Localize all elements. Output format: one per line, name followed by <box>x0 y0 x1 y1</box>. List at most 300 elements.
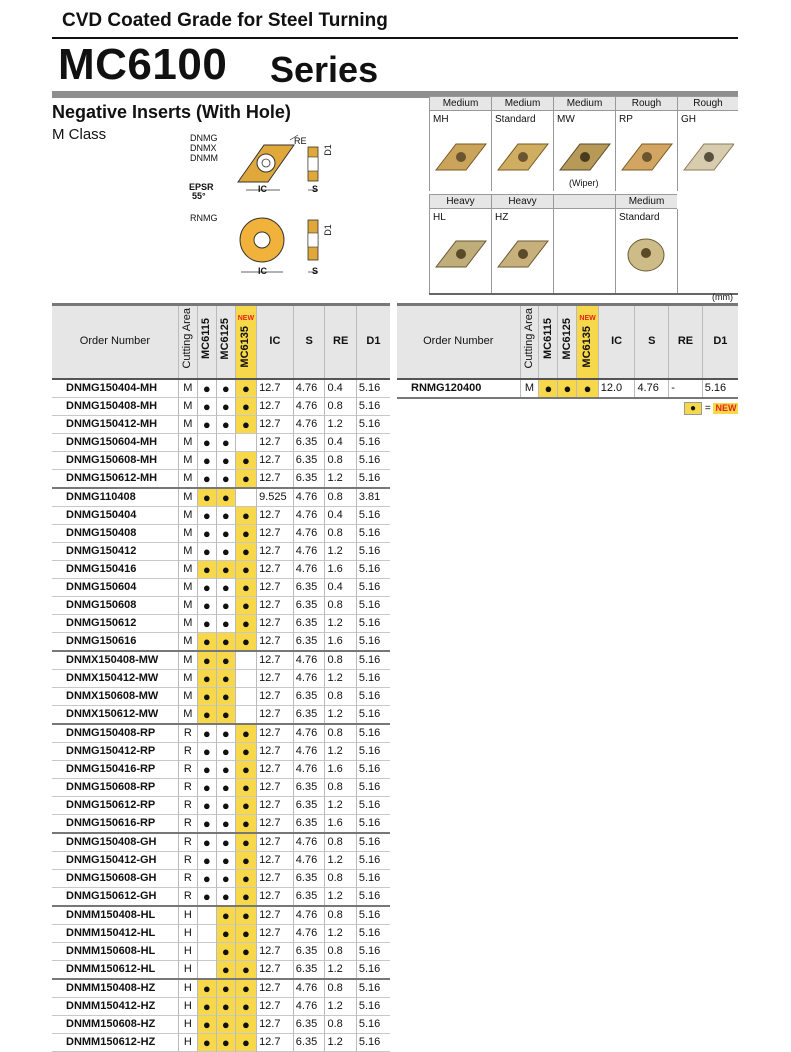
table-row <box>52 778 390 796</box>
table-row <box>52 651 390 670</box>
order-number-cell: DNMM150408-HL <box>66 908 156 921</box>
grade-stock-cell: ● <box>197 488 216 507</box>
grade-stock-cell: ● <box>197 651 216 670</box>
grade-stock-cell: ● <box>197 1015 216 1033</box>
table-row <box>52 960 390 979</box>
col-cutting-area-right: Cutting Area <box>523 308 535 370</box>
col-grade-mc6115-right: MC6115 <box>541 318 554 360</box>
grade-stock-cell: ● <box>197 760 216 778</box>
order-number-cell: DNMG150604-MH <box>66 435 158 448</box>
dim-label-epsr: EPSR <box>189 182 214 192</box>
table-row <box>52 632 390 651</box>
cutting-area-cell: M <box>178 687 197 705</box>
ic-cell: 12.7 <box>257 651 294 670</box>
d1-cell: 3.81 <box>356 488 390 507</box>
ic-cell: 12.7 <box>257 578 294 596</box>
re-cell: 0.8 <box>325 687 356 705</box>
s-cell: 4.76 <box>293 997 325 1015</box>
grade-stock-cell: ● <box>216 760 235 778</box>
s-cell: 4.76 <box>293 415 325 433</box>
d1-cell: 5.16 <box>356 397 390 415</box>
grade-stock-cell: ● <box>216 397 235 415</box>
dim-label-ic: IC <box>258 184 267 194</box>
legend-equals: = <box>704 403 711 414</box>
grade-stock-cell: ● <box>235 1015 256 1033</box>
grade-stock-cell: ● <box>197 778 216 796</box>
cutting-area-cell: H <box>178 960 197 979</box>
cb-code-hz: HZ <box>495 212 509 223</box>
ic-cell: 12.7 <box>257 979 294 998</box>
cutting-area-cell: M <box>178 379 197 398</box>
grade-stock-cell: ● <box>235 814 256 833</box>
order-number-cell: DNMG150612-RP <box>66 798 156 811</box>
ic-cell: 12.7 <box>257 397 294 415</box>
cutting-area-cell: R <box>178 833 197 852</box>
dim-label-angle: 55° <box>192 191 206 201</box>
table-row <box>52 742 390 760</box>
catalog-subtitle: CVD Coated Grade for Steel Turning <box>62 10 388 31</box>
d1-cell: 5.16 <box>356 997 390 1015</box>
cutting-area-cell: R <box>178 796 197 814</box>
order-number-cell: DNMM150612-HL <box>66 962 156 975</box>
grade-stock-cell <box>235 433 256 451</box>
d1-cell: 5.16 <box>356 760 390 778</box>
cutting-area-cell: M <box>178 614 197 632</box>
ic-cell: 12.7 <box>257 379 294 398</box>
grade-stock-cell: ● <box>197 814 216 833</box>
shape-code-dnmg: DNMG <box>190 133 218 143</box>
grade-stock-cell: ● <box>235 524 256 542</box>
d1-cell: 5.16 <box>356 632 390 651</box>
table-row <box>52 669 390 687</box>
col-re-right: RE <box>669 305 703 379</box>
grade-stock-cell: ● <box>197 669 216 687</box>
s-cell: 6.35 <box>293 451 325 469</box>
s-cell: 6.35 <box>293 687 325 705</box>
re-cell: 0.8 <box>325 524 356 542</box>
ic-cell: 9.525 <box>257 488 294 507</box>
grade-stock-cell: ● <box>216 614 235 632</box>
col-ic: IC <box>257 305 294 379</box>
cutting-area-cell: M <box>178 415 197 433</box>
grade-stock-cell: ● <box>216 451 235 469</box>
d1-cell: 5.16 <box>356 469 390 488</box>
s-cell: 4.76 <box>293 542 325 560</box>
col-cutting-area: Cutting Area <box>181 308 194 370</box>
col-re: RE <box>325 305 356 379</box>
grade-stock-cell: ● <box>197 433 216 451</box>
cutting-area-cell: H <box>178 1015 197 1033</box>
insert-image-round <box>628 239 664 271</box>
table-row <box>52 488 390 507</box>
grade-stock-cell: ● <box>197 887 216 906</box>
s-cell: 6.35 <box>293 614 325 632</box>
grade-stock-cell: ● <box>216 979 235 998</box>
grade-stock-cell: ● <box>235 997 256 1015</box>
d1-cell: 5.16 <box>356 506 390 524</box>
d1-cell: 5.16 <box>356 887 390 906</box>
table-row <box>52 687 390 705</box>
table-row <box>52 906 390 925</box>
grade-stock-cell: ● <box>235 724 256 743</box>
grade-stock-cell: ● <box>197 1033 216 1051</box>
s-cell: 4.76 <box>293 669 325 687</box>
d1-cell: 5.16 <box>356 1033 390 1051</box>
grade-stock-cell: ● <box>577 379 598 398</box>
grade-stock-cell: ● <box>197 851 216 869</box>
ic-cell: 12.7 <box>257 869 294 887</box>
s-cell: 4.76 <box>293 742 325 760</box>
grade-stock-cell: ● <box>235 506 256 524</box>
grade-stock-cell: ● <box>216 942 235 960</box>
grade-stock-cell: ● <box>197 632 216 651</box>
table-row <box>52 942 390 960</box>
series-title: MC6100 <box>58 40 228 89</box>
re-cell: 1.2 <box>325 887 356 906</box>
cb-area-3: Medium <box>553 96 615 111</box>
d1-cell: 5.16 <box>356 542 390 560</box>
re-cell: 0.8 <box>325 488 356 507</box>
insert-image-mw <box>560 144 610 170</box>
order-number-cell: DNMG150416 <box>66 562 137 575</box>
table-row <box>52 814 390 833</box>
grade-stock-cell: ● <box>197 742 216 760</box>
s-cell: 4.76 <box>293 524 325 542</box>
re-cell: 0.8 <box>325 724 356 743</box>
left-order-table <box>52 303 390 1052</box>
cutting-area-cell: M <box>520 379 539 398</box>
grade-stock-cell: ● <box>216 542 235 560</box>
table-row <box>52 397 390 415</box>
re-cell: 0.8 <box>325 651 356 670</box>
re-cell: 0.8 <box>325 778 356 796</box>
d1-cell: 5.16 <box>356 596 390 614</box>
grade-stock-cell: ● <box>197 687 216 705</box>
order-number-cell: DNMG150608-MH <box>66 453 158 466</box>
s-cell: 6.35 <box>293 796 325 814</box>
insert-photos-row2 <box>434 231 674 276</box>
grade-stock-cell: ● <box>197 997 216 1015</box>
col-s-right: S <box>635 305 669 379</box>
d1-cell: 5.16 <box>356 705 390 724</box>
re-cell: 1.6 <box>325 632 356 651</box>
re-cell: 0.8 <box>325 833 356 852</box>
s-cell: 6.35 <box>293 433 325 451</box>
grade-stock-cell: ● <box>235 560 256 578</box>
s-cell: 4.76 <box>293 560 325 578</box>
re-cell: 1.2 <box>325 851 356 869</box>
s-cell: 6.35 <box>293 1015 325 1033</box>
grade-stock-cell: ● <box>216 887 235 906</box>
s-cell: 6.35 <box>293 942 325 960</box>
order-number-cell: DNMX150412-MW <box>66 671 159 684</box>
grade-stock-cell: ● <box>197 379 216 398</box>
order-number-cell: DNMG150412-GH <box>66 853 157 866</box>
grade-stock-cell: ● <box>235 979 256 998</box>
cutting-area-cell: R <box>178 851 197 869</box>
grade-stock-cell: ● <box>197 833 216 852</box>
s-cell: 4.76 <box>293 488 325 507</box>
grade-stock-cell: ● <box>235 833 256 852</box>
d1-cell: 5.16 <box>356 960 390 979</box>
section-title: Negative Inserts (With Hole) <box>52 102 291 122</box>
cutting-area-cell: R <box>178 760 197 778</box>
d1-cell: 5.16 <box>356 833 390 852</box>
order-number-cell: RNMG120400 <box>411 381 482 394</box>
order-number-cell: DNMG150408-GH <box>66 835 157 848</box>
cutting-area-cell: H <box>178 906 197 925</box>
cutting-area-cell: M <box>178 632 197 651</box>
grade-stock-cell: ● <box>216 596 235 614</box>
grade-stock-cell: ● <box>235 851 256 869</box>
col-grade-mc6135: MC6135 <box>239 326 252 368</box>
grade-stock-cell: ● <box>197 415 216 433</box>
grade-stock-cell: ● <box>235 906 256 925</box>
ic-cell: 12.7 <box>257 796 294 814</box>
unit-label: (mm) <box>712 292 733 302</box>
d1-cell: 5.16 <box>356 433 390 451</box>
s-cell: 4.76 <box>293 851 325 869</box>
re-cell: 0.4 <box>325 578 356 596</box>
cutting-area-cell: M <box>178 560 197 578</box>
s-cell: 4.76 <box>293 760 325 778</box>
table-row <box>52 506 390 524</box>
d1-cell: 5.16 <box>356 979 390 998</box>
ic-cell: 12.7 <box>257 778 294 796</box>
order-number-cell: DNMG150408-RP <box>66 726 156 739</box>
d1-cell: 5.16 <box>356 796 390 814</box>
d1-cell: 5.16 <box>356 687 390 705</box>
col-d1-right: D1 <box>702 305 738 379</box>
order-number-cell: DNMX150408-MW <box>66 653 159 666</box>
s-cell: 6.35 <box>293 814 325 833</box>
ic-cell: 12.7 <box>257 760 294 778</box>
dim-label-re: RE <box>294 136 307 146</box>
col-d1: D1 <box>356 305 390 379</box>
order-number-cell: DNMM150412-HZ <box>66 999 156 1012</box>
re-cell: 1.6 <box>325 560 356 578</box>
cutting-area-cell: M <box>178 651 197 670</box>
col-order-number-right: Order Number <box>397 305 520 379</box>
grade-stock-cell: ● <box>197 578 216 596</box>
order-number-cell: DNMX150612-MW <box>66 707 159 720</box>
cutting-area-cell: M <box>178 524 197 542</box>
ic-cell: 12.7 <box>257 687 294 705</box>
re-cell: 1.2 <box>325 1033 356 1051</box>
order-number-cell: DNMG150608 <box>66 598 137 611</box>
grade-stock-cell: ● <box>216 778 235 796</box>
grade-stock-cell: ● <box>197 397 216 415</box>
insert-image-hl <box>436 241 486 267</box>
d1-cell: 5.16 <box>356 1015 390 1033</box>
shape-code-rnmg: RNMG <box>190 213 218 223</box>
grade-stock-cell: ● <box>216 1015 235 1033</box>
cb-area-hl: Heavy <box>429 194 491 209</box>
re-cell: 1.2 <box>325 542 356 560</box>
insert-image-standard <box>498 144 548 170</box>
ic-cell: 12.7 <box>257 924 294 942</box>
ic-cell: 12.7 <box>257 851 294 869</box>
ic-cell: 12.7 <box>257 614 294 632</box>
grade-stock-cell: ● <box>216 578 235 596</box>
grade-stock-cell: ● <box>235 796 256 814</box>
grade-stock-cell: ● <box>216 742 235 760</box>
ic-cell: 12.0 <box>598 379 635 398</box>
table-row <box>52 979 390 998</box>
grade-stock-cell: ● <box>197 451 216 469</box>
grade-stock-cell: ● <box>197 705 216 724</box>
cutting-area-cell: M <box>178 705 197 724</box>
order-number-cell: DNMM150608-HZ <box>66 1017 156 1030</box>
re-cell: 1.6 <box>325 814 356 833</box>
re-cell: 1.2 <box>325 796 356 814</box>
col-ic-right: IC <box>598 305 635 379</box>
order-number-cell: DNMG150612-MH <box>66 471 158 484</box>
order-number-cell: DNMG150612 <box>66 616 137 629</box>
cb-code-gh: GH <box>681 114 696 125</box>
insert-photos-row1 <box>434 136 734 176</box>
d1-cell: 5.16 <box>356 851 390 869</box>
re-cell: 0.4 <box>325 379 356 398</box>
cutting-area-cell: M <box>178 596 197 614</box>
table-row <box>52 851 390 869</box>
grade-stock-cell: ● <box>197 542 216 560</box>
insert-image-gh <box>684 144 734 170</box>
s-cell: 6.35 <box>293 705 325 724</box>
order-number-cell: DNMG150416-RP <box>66 762 156 775</box>
cb-area-empty <box>553 194 615 209</box>
cb-code-mw: MW <box>557 114 575 125</box>
cutting-area-cell: M <box>178 433 197 451</box>
grade-stock-cell: ● <box>216 506 235 524</box>
table-row <box>52 379 390 398</box>
cutting-area-cell: R <box>178 869 197 887</box>
ic-cell: 12.7 <box>257 596 294 614</box>
order-number-cell: DNMG150616 <box>66 634 137 647</box>
d1-cell: 5.16 <box>356 379 390 398</box>
grade-stock-cell: ● <box>235 869 256 887</box>
table-row <box>397 379 738 398</box>
ic-cell: 12.7 <box>257 560 294 578</box>
table-row <box>52 560 390 578</box>
grade-stock-cell <box>235 651 256 670</box>
ic-cell: 12.7 <box>257 542 294 560</box>
cutting-area-cell: H <box>178 979 197 998</box>
ic-cell: 12.7 <box>257 942 294 960</box>
table-row <box>52 833 390 852</box>
cutting-area-cell: M <box>178 669 197 687</box>
grade-stock-cell: ● <box>216 724 235 743</box>
s-cell: 4.76 <box>293 397 325 415</box>
table-row <box>52 542 390 560</box>
cutting-area-cell: M <box>178 451 197 469</box>
col-grade-mc6135-right: MC6135 <box>581 326 594 368</box>
re-cell: 1.2 <box>325 415 356 433</box>
d1-cell: 5.16 <box>356 669 390 687</box>
d1-cell: 5.16 <box>356 614 390 632</box>
grade-stock-cell: ● <box>197 614 216 632</box>
ic-cell: 12.7 <box>257 960 294 979</box>
s-cell: 6.35 <box>293 960 325 979</box>
ic-cell: 12.7 <box>257 433 294 451</box>
re-cell: 1.2 <box>325 960 356 979</box>
grade-stock-cell: ● <box>197 596 216 614</box>
table-row <box>52 796 390 814</box>
table-row <box>52 705 390 724</box>
cb-code-rp: RP <box>619 114 633 125</box>
insert-image-mh <box>436 144 486 170</box>
ic-cell: 12.7 <box>257 1033 294 1051</box>
order-number-cell: DNMG150612-GH <box>66 889 157 902</box>
cutting-area-cell: M <box>178 397 197 415</box>
d1-cell: 5.16 <box>356 814 390 833</box>
grade-stock-cell: ● <box>235 542 256 560</box>
re-cell: 1.2 <box>325 614 356 632</box>
col-grade-mc6125: MC6125 <box>219 317 232 360</box>
re-cell: 0.8 <box>325 906 356 925</box>
grade-stock-cell: ● <box>216 1033 235 1051</box>
re-cell: 1.2 <box>325 705 356 724</box>
grade-stock-cell: ● <box>216 469 235 488</box>
table-row <box>52 760 390 778</box>
right-order-table <box>397 303 738 399</box>
table-row <box>52 524 390 542</box>
new-badge: NEW <box>237 315 255 322</box>
grade-stock-cell: ● <box>216 524 235 542</box>
dim-label-ic-round: IC <box>258 266 267 276</box>
d1-cell: 5.16 <box>356 415 390 433</box>
d1-cell: 5.16 <box>356 524 390 542</box>
order-number-cell: DNMG150408-MH <box>66 399 158 412</box>
table-row <box>52 451 390 469</box>
dim-label-s: S <box>312 184 319 194</box>
new-badge-right: NEW <box>579 315 596 322</box>
d1-cell: 5.16 <box>356 578 390 596</box>
s-cell: 6.35 <box>293 1033 325 1051</box>
grade-stock-cell <box>197 942 216 960</box>
grade-stock-cell: ● <box>216 869 235 887</box>
cutting-area-cell: M <box>178 469 197 488</box>
cutting-area-cell: M <box>178 542 197 560</box>
table-row <box>52 614 390 632</box>
cb-code-round-standard: Standard <box>619 212 660 223</box>
col-order-number: Order Number <box>52 305 178 379</box>
divider <box>52 37 738 39</box>
grade-stock-cell: ● <box>216 651 235 670</box>
grade-stock-cell <box>197 906 216 925</box>
cutting-area-cell: M <box>178 488 197 507</box>
order-number-cell: DNMM150408-HZ <box>66 981 156 994</box>
order-number-cell: DNMG150608-RP <box>66 780 156 793</box>
d1-cell: 5.16 <box>356 651 390 670</box>
grade-stock-cell: ● <box>216 433 235 451</box>
s-cell: 4.76 <box>293 651 325 670</box>
order-number-cell: DNMM150608-HL <box>66 944 156 957</box>
d1-cell: 5.16 <box>356 942 390 960</box>
re-cell: 1.2 <box>325 669 356 687</box>
re-cell: 1.2 <box>325 469 356 488</box>
grade-stock-cell: ● <box>197 724 216 743</box>
ic-cell: 12.7 <box>257 632 294 651</box>
cb-area-1: Medium <box>429 96 491 111</box>
legend-new: NEW <box>715 403 737 413</box>
cb-area-5: Rough <box>677 96 738 111</box>
chipbreaker-grid <box>429 91 738 295</box>
grade-stock-cell <box>197 960 216 979</box>
order-number-cell: DNMG150412-RP <box>66 744 156 757</box>
grade-stock-cell: ● <box>216 997 235 1015</box>
cutting-area-cell: R <box>178 887 197 906</box>
